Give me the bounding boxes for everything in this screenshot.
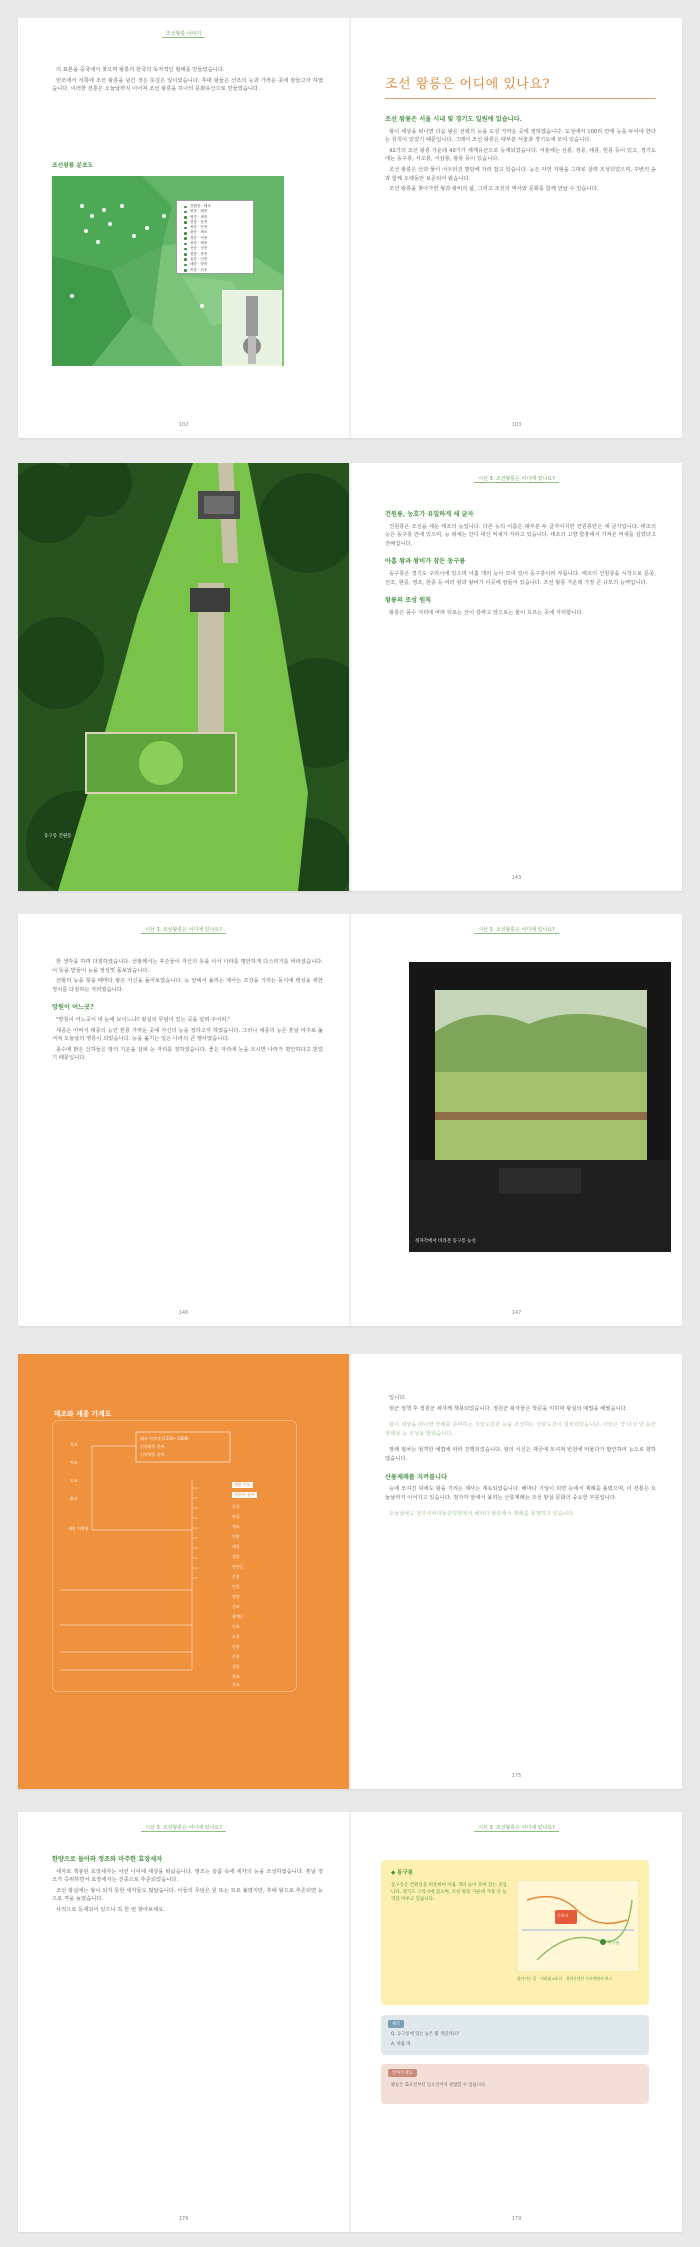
- photo-caption: 동구릉 건원릉: [44, 834, 72, 839]
- spouse-label: 신의왕후 한씨: [140, 1444, 165, 1449]
- generation-label: 인조: [232, 1624, 240, 1629]
- ancestor-label: 환조: [70, 1496, 78, 1501]
- paragraph: 42기의 조선 왕릉 가운데 40기가 세계유산으로 등재되었습니다. 서울에는 선릉, 정릉, 태릉, 헌릉 등이 있고, 경기도에는 동구릉, 서오릉, 서삼릉, 광릉 등이 있습니다.: [385, 147, 656, 163]
- aerial-photo: [18, 463, 349, 891]
- quiz-answer: A. 아홉 개: [391, 2042, 411, 2047]
- map-caption: 찾아가는 길 · 지하철 6호선 · 경의중앙선 구리역에서 버스: [517, 1976, 613, 1981]
- page-178: [18, 1812, 349, 2232]
- map-label: 조선왕릉 분포도: [52, 163, 94, 169]
- folio: 147: [511, 1310, 522, 1316]
- subhead: 아홉 왕과 왕비가 잠든 동구릉: [385, 558, 466, 566]
- generation-label: 단종: [232, 1514, 240, 1519]
- generation-label: 효종: [232, 1634, 240, 1639]
- legend-item: 현릉 · 문종: [177, 220, 253, 225]
- generation-label: 세종비 심씨: [234, 1492, 255, 1497]
- paragraph: 조선 왕릉을 찾아가면 왕과 왕비의 삶, 그리고 조선의 역사와 문화를 함께 만날 수 있습니다.: [389, 186, 599, 193]
- pull-quote: 왕이 세상을 떠나면 장례를 준비하는 국장도감과 능을 조성하는 산릉도감이 설치되었습니다. 이들은 약 다섯 달 동안 장례와 능 조성을 맡았습니다.: [385, 1422, 656, 1437]
- subhead: 한양으로 돌아와 정조와 마주한 효장세자: [52, 1856, 163, 1863]
- info-box-title: ◆ 동구릉: [391, 1870, 414, 1876]
- body-text: [52, 958, 323, 1065]
- paragraph: 세자로 책봉된 효장세자는 어린 나이에 세상을 떠났습니다. 영조는 슬픔 속에 세자의 능을 조성하였습니다. 훗날 정조가 즉위하면서 효장세자는 진종으로 추존되었습니다.: [52, 1868, 323, 1884]
- legend-item: 장릉 · 단종: [177, 225, 253, 230]
- spread-5: [18, 1812, 682, 2232]
- page-147: [351, 914, 682, 1326]
- ancestor-label: 익조: [70, 1460, 78, 1465]
- folio: 146: [178, 1310, 189, 1316]
- page-103: [351, 18, 682, 438]
- map-station-label: 동구릉: [608, 1940, 620, 1945]
- paragraph: 한 생각을 하며 다짐하였습니다. 선왕께서는 후손들이 자신의 뜻을 이어 나라를 평안하게 다스리기를 바라셨습니다. 이 뜻을 받들어 능을 정성껏 돌보았습니다.: [52, 959, 323, 974]
- founder-note: 태조 이성계 (1335~1408): [140, 1436, 189, 1441]
- generation-label: 연산군: [232, 1564, 244, 1569]
- quiz-question: Q. 동구릉에 있는 능은 몇 개일까요?: [391, 2032, 459, 2037]
- legend-item: 선릉 · 성종: [177, 246, 253, 251]
- tip-tag: 알아두세요: [388, 2069, 417, 2077]
- body-text: [52, 1846, 323, 1917]
- generation-label: 정조: [232, 1682, 240, 1687]
- chapter-title: 조선 왕릉은 어디에 있나요?: [385, 77, 551, 92]
- tomb-layout-inset: [222, 290, 282, 366]
- ancestor-label: 도조: [70, 1478, 78, 1483]
- generation-label: 덕종: [232, 1534, 240, 1539]
- main-line-label: 태종 이방원: [68, 1526, 89, 1531]
- paragraph: 의 표본을 중국에서 찾으며 왕릉의 한국의 독자적인 형태를 만들었습니다.: [56, 67, 225, 73]
- legend-item: 경릉 · 덕종: [177, 236, 253, 241]
- body-text: [52, 66, 323, 96]
- royal-tomb-map: [52, 176, 284, 366]
- map-place-label: 구리시: [557, 1913, 569, 1918]
- paragraph: 동구릉은 경기도 구리시에 있으며 아홉 개의 능이 모여 있어 동구릉이라 부릅니다. 태조의 건원릉을 시작으로 문종, 선조, 현종, 영조, 헌종 등 여러 왕과 왕비가 이곳에 잠들어 있습니다. 조선 왕릉 가운데 가장 큰 규모의 능역입니다.: [385, 570, 656, 586]
- legend-item: 정릉 · 중종: [177, 252, 253, 257]
- generation-label: 문종: [232, 1504, 240, 1509]
- info-box-title-text: 동구릉: [397, 1870, 414, 1876]
- folio: 178: [178, 2216, 189, 2222]
- spread-4: [18, 1354, 682, 1789]
- generation-label: 광해군: [232, 1614, 244, 1619]
- legend-item: 목릉 · 선조: [177, 268, 253, 273]
- info-box-text: 동구릉은 건원릉을 비롯하여 아홉 개의 능이 모여 있는 곳입니다. 경기도 구리시에 있으며, 조선 왕릉 가운데 가장 큰 능역을 이루고 있습니다.: [391, 1883, 507, 1903]
- family-tree-diagram: [52, 1420, 297, 1692]
- family-tree-page: [18, 1354, 349, 1789]
- tip-box: [381, 2064, 649, 2104]
- running-head: 시선 3. 조선왕릉은 어디에 있나요?: [474, 1825, 559, 1832]
- paragraph: "망원이 어느곳이 내 눈에 보이느냐? 왕실의 무덤이 있는 곳을 알려 주어라.": [56, 1016, 231, 1023]
- generation-label: 숙종: [232, 1654, 240, 1659]
- paragraph: 조선 왕실에는 왕이 되지 못한 세자들도 많았습니다. 이들의 무덤은 원 또는 묘로 불렸지만, 후에 왕으로 추존되면 능으로 격을 높였습니다.: [52, 1887, 323, 1903]
- generation-label: 선조: [232, 1604, 240, 1609]
- folio: 103: [511, 422, 522, 428]
- location-map: [517, 1880, 639, 1972]
- legend-item: 헌릉 · 태종: [177, 209, 253, 214]
- legend-item: 광릉 · 세조: [177, 230, 253, 235]
- pull-quote: 오늘날에도 전주이씨대동종약원에서 해마다 왕릉에서 제례를 봉행하고 있습니다.: [389, 1511, 575, 1518]
- title-rule: [385, 98, 656, 99]
- paragraph: 조선 왕릉은 산과 물이 어우러진 명당에 자리 잡고 있습니다. 능은 자연 지형을 그대로 살려 조성되었으며, 주변의 숲과 함께 오랫동안 보존되어 왔습니다.: [385, 166, 656, 182]
- diagram-title: 태조와 세종 가계도: [54, 1410, 112, 1418]
- running-head: 시선 3. 조선왕릉은 어디에 있나요?: [141, 1825, 226, 1832]
- photo-caption: 정자각에서 바라본 동구릉 능선: [415, 1239, 476, 1244]
- running-head: 시선 3. 조선왕릉은 어디에 있나요?: [141, 927, 226, 934]
- spread-2: [18, 463, 682, 891]
- paragraph: 왕릉은 풍수 지리에 따라 뒤로는 산이 감싸고 앞으로는 물이 흐르는 곳에 자리합니다.: [389, 609, 584, 616]
- folio: 175: [511, 1773, 522, 1779]
- generation-label: 세종 이도: [234, 1482, 251, 1487]
- generation-label: 명종: [232, 1594, 240, 1599]
- legend-item: 창릉 · 예종: [177, 241, 253, 246]
- generation-label: 성종: [232, 1554, 240, 1559]
- paragraph: 왕이 세상을 떠나면 다음 왕은 선왕의 능을 도성 가까운 곳에 정하였습니다. 도성에서 100리 안에 능을 두어야 한다는 원칙이 있었기 때문입니다. 그래서 조선 왕릉은 대부분 서울과 경기도에 모여 있습니다.: [385, 128, 656, 144]
- paragraph: 빈조에서 서쪽에 조선 왕릉을 남긴 것은 뜻깊은 일이었습니다. 후대 왕들은 선조의 능과 가까운 곳에 잠들고자 하였습니다. 이러한 전통은 오늘날까지 이어져 조선 왕릉을 하나의 문화유산으로 만들었습니다.: [52, 77, 323, 93]
- pavilion-view-photo: [409, 962, 671, 1252]
- paragraph: 풍수에 밝은 신하들은 땅의 기운을 살펴 능 자리를 정하였습니다. 좋은 자리에 능을 모시면 나라가 평안하다고 믿었기 때문입니다.: [52, 1046, 323, 1062]
- page-102: [18, 18, 349, 438]
- aerial-photo-page: [18, 463, 349, 891]
- page-175: [351, 1354, 682, 1789]
- running-head: 조선왕릉 이야기: [162, 31, 205, 38]
- folio: 102: [178, 422, 189, 428]
- body-text: [385, 1394, 656, 1521]
- legend-item: 태릉 · 명종: [177, 262, 253, 267]
- map-legend: [176, 200, 254, 274]
- ancestor-label: 목조: [70, 1442, 78, 1447]
- generation-label: 현종: [232, 1644, 240, 1649]
- location-map-graphic: [517, 1880, 639, 1972]
- paragraph: 입니다.: [389, 1395, 407, 1401]
- paragraph: 건원릉은 조선을 세운 태조의 능입니다. 다른 능의 이름은 대부분 두 글자이지만 건원릉만은 세 글자입니다. 태조의 능은 동구릉 안에 있으며, 능 위에는 잔디 대신 억새가 자라고 있습니다. 태조의 고향 함흥에서 가져온 억새를 심었다고 전해집니다.: [385, 523, 656, 547]
- quiz-tag: 퀴즈: [388, 2020, 404, 2028]
- info-box: [381, 1860, 649, 2005]
- generation-label: 인종: [232, 1584, 240, 1589]
- spread-3: [18, 914, 682, 1326]
- generation-label: 영조: [232, 1674, 240, 1679]
- running-head: 시선 3. 조선왕릉은 어디에 있나요?: [474, 927, 559, 934]
- paragraph: 현군 정책 후 정원군 세자께 책봉되었습니다. 정원군 왕자들은 학문을 익히며 왕실의 예법을 배웠습니다.: [389, 1405, 628, 1412]
- body-text: [385, 501, 656, 619]
- folio: 143: [511, 875, 522, 881]
- subhead: 산릉제례를 지켜봅니다: [385, 1473, 447, 1481]
- body-text: [385, 116, 656, 196]
- paragraph: 사적으로 등재되어 있으니 꼭 한 번 찾아보세요.: [56, 1906, 166, 1913]
- subhead: 조선 왕릉은 서울 시내 및 경기도 일원에 있습니다.: [385, 116, 522, 123]
- generation-label: 세조: [232, 1524, 240, 1529]
- page-179: [351, 1812, 682, 2232]
- legend-item: 건원릉 · 태조: [177, 204, 253, 209]
- generation-label: 예종: [232, 1544, 240, 1549]
- page-143: [351, 463, 682, 891]
- paragraph: 장례 절차는 엄격한 예법에 따라 진행되었습니다. 왕의 시신은 재궁에 모셔져 빈전에 머물다가 발인하여 능으로 향하였습니다.: [385, 1447, 656, 1462]
- legend-item: 영릉 · 세종: [177, 215, 253, 220]
- paragraph: 능에 모셔진 뒤에도 왕을 기리는 제사는 계속되었습니다. 해마다 기일이 되면 능에서 제례를 올렸으며, 이 전통은 오늘날까지 이어지고 있습니다. 정자각 앞에서 올리는 산릉제례는 조선 왕실 문화의 중요한 부분입니다.: [385, 1486, 656, 1501]
- generation-label: 경종: [232, 1664, 240, 1669]
- paragraph: 선왕의 능을 찾을 때마다 왕은 자신을 돌아보았습니다. 능 앞에서 올리는 제사는 조상을 기리는 동시에 백성을 위한 정치를 다짐하는 자리였습니다.: [52, 978, 323, 993]
- generation-label: 중종: [232, 1574, 240, 1579]
- family-tree-lines: [52, 1420, 297, 1692]
- quiz-box: [381, 2015, 649, 2055]
- spread-1: [18, 18, 682, 438]
- spouse-label: 신덕왕후 강씨: [140, 1452, 165, 1457]
- folio: 179: [511, 2216, 522, 2222]
- paragraph: 세종은 아버지 태종의 능인 헌릉 가까운 곳에 자신의 능을 정하고자 하였습니다. 그러나 세종의 능은 훗날 여주로 옮겨져 오늘날의 영릉이 되었습니다. 능을 옮기는 일은 나라의 큰 행사였습니다.: [52, 1027, 323, 1043]
- running-head: 시선 3. 조선왕릉은 어디에 있나요?: [474, 476, 559, 483]
- page-146: [18, 914, 349, 1326]
- subhead: 왕릉의 조성 원칙: [385, 597, 432, 605]
- subhead: 건원릉, 능호가 유일하게 세 글자: [385, 511, 474, 518]
- subhead: 망원이 어느곳?: [52, 1004, 94, 1012]
- tip-text: 왕릉은 화요일부터 일요일까지 관람할 수 있습니다.: [391, 2083, 487, 2088]
- legend-item: 효릉 · 인종: [177, 257, 253, 262]
